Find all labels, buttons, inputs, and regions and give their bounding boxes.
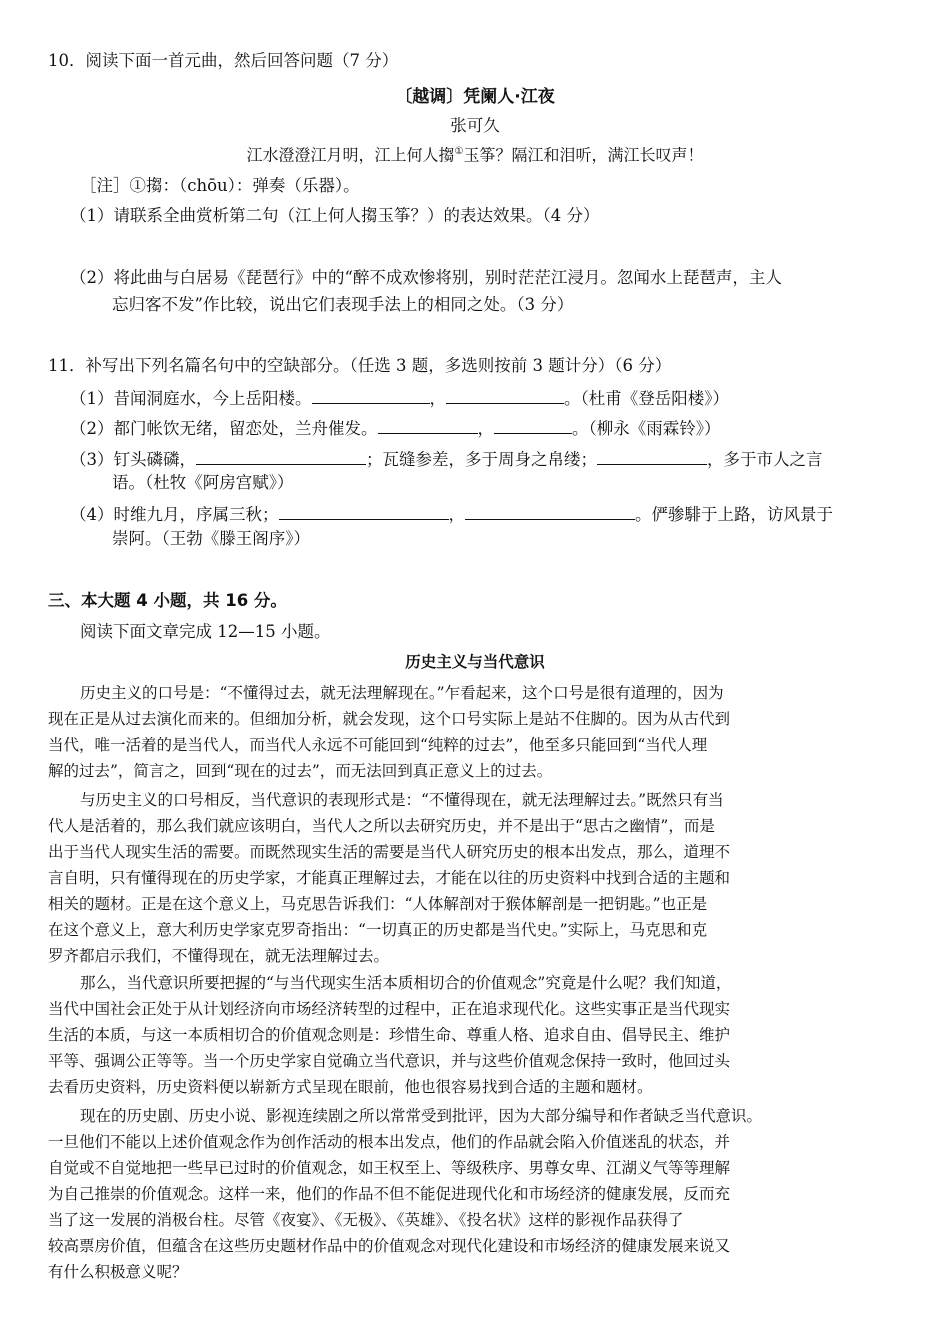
q10-sub1: （1）请联系全曲赏析第二句（江上何人搊玉筝？）的表达效果。（4 分） — [70, 206, 600, 225]
q11-item4 — [70, 505, 833, 524]
article-line: 与历史主义的口号相反，当代意识的表现形式是：“不懂得现在，就无法理解过去。”既然只有当 — [80, 791, 724, 809]
poem-title: 〔越调〕凭阑人·江夜 — [395, 87, 555, 107]
q10-sub2-line2: 忘归客不发”作比较，说出它们表现手法上的相同之处。（3 分） — [112, 295, 574, 314]
poem-note-mark: ① — [454, 146, 464, 157]
poem-annotation: ［注］①搊：（chōu）：弹奏（乐器）。 — [80, 176, 360, 195]
article-line: 在这个意义上，意大利历史学家克罗奇指出：“一切真正的历史都是当代史。”实际上，马克思和克 — [48, 921, 708, 939]
article-title: 历史主义与当代意识 — [405, 653, 545, 671]
q11-item4-end: 。俨骖騑于上路，访风景于 — [635, 505, 833, 524]
article-line: 代人是活着的，那么我们就应该明白，当代人之所以去研究历史，并不是出于“思古之幽情”，而是 — [48, 817, 715, 835]
article-line: 罗齐都启示我们，不懂得现在，就无法理解过去。 — [48, 947, 390, 965]
q11-item1 — [70, 389, 729, 408]
q11-item2-sep: ， — [477, 419, 494, 438]
article-line: 有什么积极意义呢？ — [48, 1263, 188, 1281]
article-line: 为自己推崇的价值观念。这样一来，他们的作品不但不能促进现代化和市场经济的健康发展，反而充 — [48, 1185, 731, 1203]
answer-blank[interactable] — [196, 450, 366, 465]
q11-item3-end: ，多于市人之言 — [707, 450, 823, 469]
article-line: 出于当代人现实生活的需要。而既然现实生活的需要是当代人研究历史的根本出发点，那么，道理不 — [48, 843, 731, 861]
q11-item1-sep: ， — [429, 389, 446, 408]
q11-item3-text: （3）钉头磷磷， — [70, 450, 196, 469]
poem-text-a: 江水澄澄江月明，江上何人搊 — [246, 145, 455, 165]
article-line: 当了这一发展的消极台柱。尽管《夜宴》、《无极》、《英雄》、《投名状》这样的影视作品获得了 — [48, 1211, 684, 1229]
article-line: 一旦他们不能以上述价值观念作为创作活动的根本出发点，他们的作品就会陷入价值迷乱的状态，并 — [48, 1133, 731, 1151]
q11-item3 — [70, 450, 823, 469]
article-line: 言自明，只有懂得现在的历史学家，才能真正理解过去，才能在以往的历史资料中找到合适的主题和 — [48, 869, 731, 887]
poem-text-b: 玉筝？隔江和泪听，满江长叹声！ — [463, 145, 704, 165]
q11-item4-text: （4）时维九月，序属三秋； — [70, 505, 279, 524]
q11-item4-source: 崇阿。（王勃《滕王阁序》） — [112, 529, 310, 548]
q11-item1-text: （1）昔闻洞庭水，今上岳阳楼。 — [70, 389, 312, 408]
article-line: 历史主义的口号是：“不懂得过去，就无法理解现在。”乍看起来，这个口号是很有道理的，因为 — [80, 684, 724, 702]
q11-item2-text: （2）都门帐饮无绪，留恋处，兰舟催发。 — [70, 419, 378, 438]
answer-blank[interactable] — [494, 419, 572, 434]
q11-item2 — [70, 419, 721, 438]
article-line: 较高票房价值，但蕴含在这些历史题材作品中的价值观念对现代化建设和市场经济的健康发展来说又 — [48, 1237, 731, 1255]
article-line: 现在正是从过去演化而来的。但细加分析，就会发现，这个口号实际上是站不住脚的。因为从古代到 — [48, 710, 731, 728]
article-line: 解的过去”，简言之，回到“现在的过去”，而无法回到真正意义上的过去。 — [48, 762, 553, 780]
q11-item3-mid: ；瓦缝参差，多于周身之帛缕； — [366, 450, 597, 469]
answer-blank[interactable] — [465, 505, 635, 520]
answer-blank[interactable] — [446, 389, 564, 404]
article-line: 当代，唯一活着的是当代人，而当代人永远不可能回到“纯粹的过去”，他至多只能回到“当代人理 — [48, 736, 708, 754]
q11-item2-source: 。（柳永《雨霖铃》） — [572, 419, 721, 438]
article-line: 自觉或不自觉地把一些早已过时的价值观念，如王权至上、等级秩序、男尊女卑、江湖义气等等理解 — [48, 1159, 731, 1177]
q11-item4-sep: ， — [448, 505, 465, 524]
article-line: 相关的题材。正是在这个意义上，马克思告诉我们：“人体解剖对于猴体解剖是一把钥匙。”也正是 — [48, 895, 708, 913]
section3-instruction: 阅读下面文章完成 12—15 小题。 — [80, 622, 331, 641]
answer-blank[interactable] — [279, 505, 449, 520]
article-line: 去看历史资料，历史资料便以崭新方式呈现在眼前，他也很容易找到合适的主题和题材。 — [48, 1078, 653, 1096]
q11-item3-source: 语。（杜牧《阿房宫赋》） — [112, 473, 294, 492]
poem-text — [0, 147, 950, 163]
article-line: 当代中国社会正处于从计划经济向市场经济转型的过程中，正在追求现代化。这些实事正是当代现实 — [48, 1000, 731, 1018]
answer-blank[interactable] — [597, 450, 707, 465]
section3-heading: 三、本大题 4 小题，共 16 分。 — [48, 591, 287, 610]
article-line: 那么，当代意识所要把握的“与当代现实生活本质相切合的价值观念”究竟是什么呢？我们知道， — [80, 974, 732, 992]
q10-sub2-line1: （2）将此曲与白居易《琵琶行》中的“醉不成欢惨将别，别时茫茫江浸月。忽闻水上琵琶声，主人 — [70, 268, 782, 287]
poem-author: 张可久 — [450, 116, 500, 135]
answer-blank[interactable] — [312, 389, 430, 404]
answer-blank[interactable] — [378, 419, 478, 434]
article-line: 平等、强调公正等等。当一个历史学家自觉确立当代意识，并与这些价值观念保持一致时，他回过头 — [48, 1052, 731, 1070]
q10-heading: 10．阅读下面一首元曲，然后回答问题（7 分） — [48, 51, 399, 70]
article-line: 现在的历史剧、历史小说、影视连续剧之所以常常受到批评，因为大部分编导和作者缺乏当代意识。 — [80, 1107, 763, 1125]
q11-item1-source: 。（杜甫《登岳阳楼》） — [564, 389, 729, 408]
article-line: 生活的本质，与这一本质相切合的价值观念则是：珍惜生命、尊重人格、追求自由、倡导民主、维护 — [48, 1026, 731, 1044]
q11-heading: 11．补写出下列名篇名句中的空缺部分。（任选 3 题，多选则按前 3 题计分）（6 分） — [48, 356, 672, 375]
